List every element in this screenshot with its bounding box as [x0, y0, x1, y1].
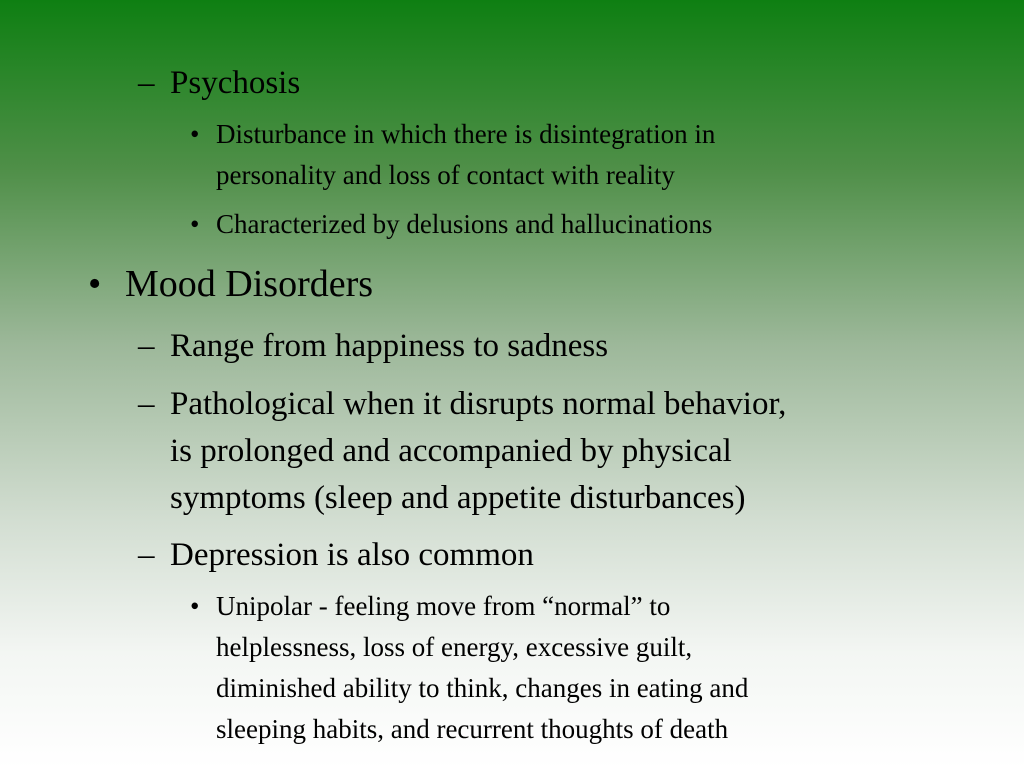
bullet-marker: •	[190, 119, 200, 149]
bullet-marker: •	[88, 263, 102, 305]
unipolar-line-1: Unipolar - feeling move from “normal” to	[216, 591, 671, 621]
dash-marker: –	[138, 386, 155, 422]
mood-item-3-line-1: Depression is also common	[170, 537, 534, 573]
mood-disorders-heading: Mood Disorders	[125, 263, 374, 305]
mood-item-2-line-2: is prolonged and accompanied by physical	[170, 433, 732, 469]
unipolar-line-2: helplessness, loss of energy, excessive guilt,	[216, 632, 693, 662]
mood-item-2-line-3: symptoms (sleep and appetite disturbances)	[170, 480, 746, 516]
unipolar-line-4: sleeping habits, and recurrent thoughts of death	[216, 714, 729, 744]
bullet-marker: •	[190, 209, 200, 239]
psychosis-point-1-line-2: personality and loss of contact with reality	[216, 160, 675, 190]
dash-marker: –	[138, 65, 155, 101]
dash-marker: –	[138, 537, 155, 573]
psychosis-heading: Psychosis	[170, 65, 301, 101]
bullet-marker: •	[190, 591, 200, 621]
mood-item-2-line-1: Pathological when it disrupts normal behavior,	[170, 386, 787, 422]
mood-item-1-line-1: Range from happiness to sadness	[170, 328, 609, 364]
dash-marker: –	[138, 328, 155, 364]
psychosis-point-2-line-1: Characterized by delusions and hallucinations	[216, 209, 713, 239]
unipolar-line-3: diminished ability to think, changes in eating and	[216, 673, 749, 703]
psychosis-point-1-line-1: Disturbance in which there is disintegration in	[216, 119, 716, 149]
